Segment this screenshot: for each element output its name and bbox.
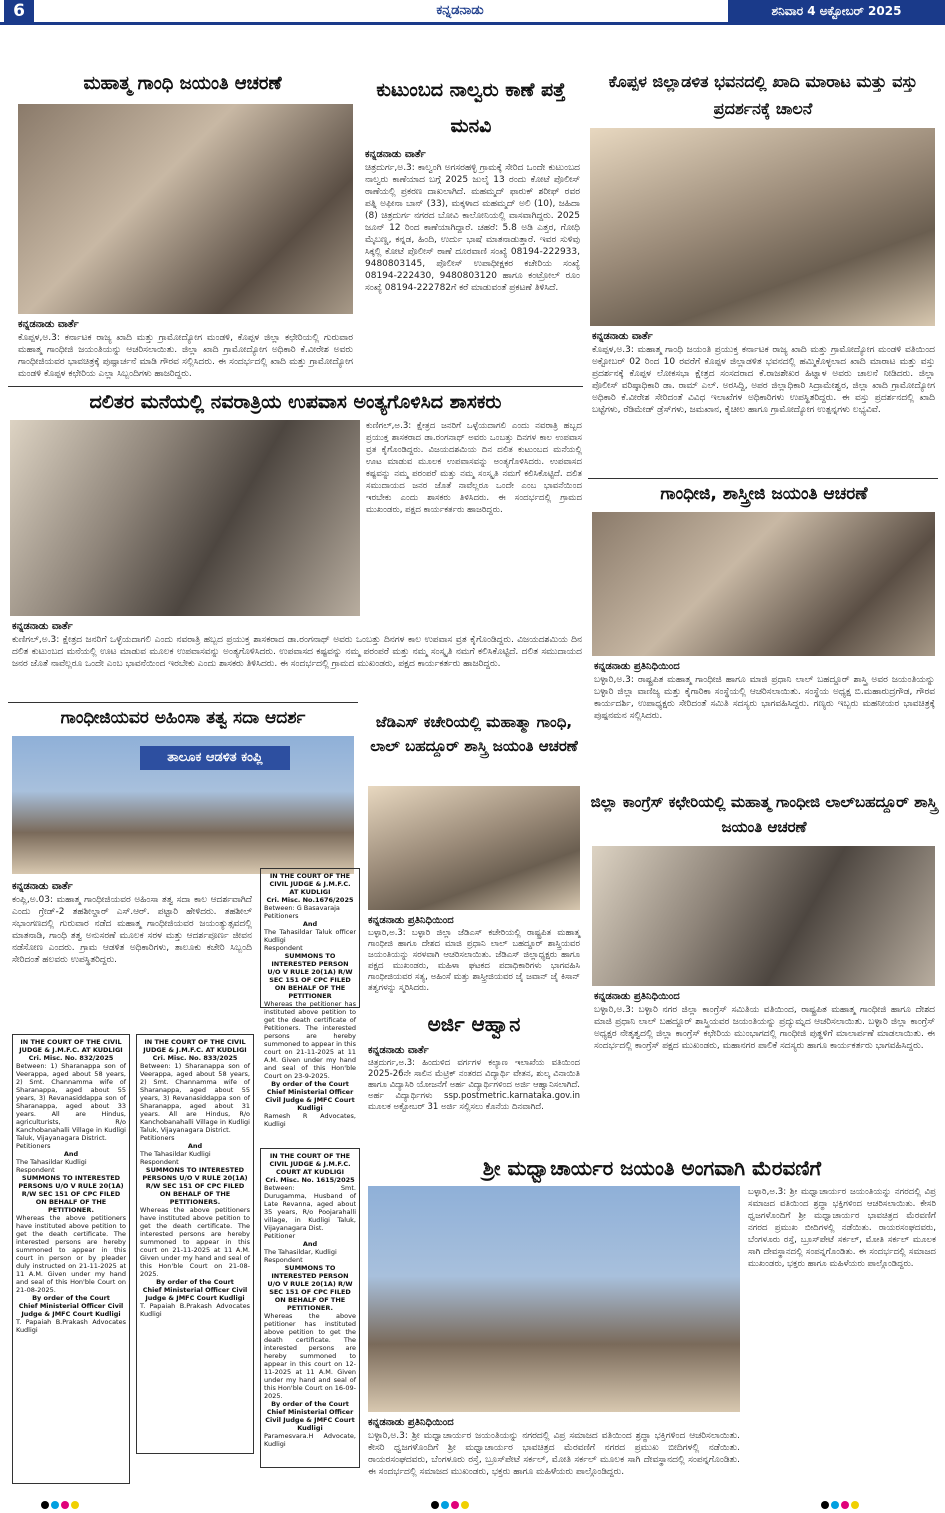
article-9-byline: ಕನ್ನಡನಾಡು ಪ್ರತಿನಿಧಿಯಿಂದ: [594, 991, 680, 1002]
article-4-photo: [10, 420, 360, 616]
legal-2-order: By order of the Court: [156, 1278, 234, 1286]
legal-1-order: By order of the Court: [32, 1294, 110, 1302]
legal-1-party: Petitioners: [16, 1142, 51, 1150]
legal-4-party: Petitioner: [264, 1232, 296, 1240]
article-8-body: ಚಿತ್ರದುರ್ಗ,ಅ.3: ಹಿಂದುಳಿದ ವರ್ಗಗಳ ಕಲ್ಯಾಣ ಇಲಾಖೆಯ ವತಿಯಿಂದ 2025-26ನೇ ಸಾಲಿನ ಮೆಟ್ರಿಕ್ ನಂತರದ ವಿದ್ಯಾರ್ಥಿ ವೇತನ, ಶುಲ್ಕ ವಿನಾಯಿತಿ ಹಾಗೂ ವಿದ್ಯಾಸಿರಿ ಯೋಜನೆಗೆ ಅರ್ಹ ವಿದ್ಯಾರ್ಥಿಗಳಿಂದ ಅರ್ಜಿ ಆಹ್ವಾನಿಸಲಾಗಿದೆ. ಅರ್ಹ ವಿದ್ಯಾರ್ಥಿಗಳು ssp.postmetric.karnataka.gov.in ಮೂಲಕ ಅಕ್ಟೋಬರ್ 31 ಅರ್ಜಿ ಸಲ್ಲಿಸಲು ಕೊನೆಯ ದಿನವಾಗಿದೆ.: [368, 1058, 580, 1112]
article-1-photo: [18, 104, 353, 314]
legal-3-court: IN THE COURT OF THE CIVIL JUDGE & J.M.F.C. AT KUDLIGI: [269, 872, 351, 896]
article-3-title: ಕೊಪ್ಪಳ ಜಿಲ್ಲಾಡಳಿತ ಭವನದಲ್ಲಿ ಖಾದಿ ಮಾರಾಟ ಮತ್ತು ವಸ್ತು ಪ್ರದರ್ಶನಕ್ಕೆ ಚಾಲನೆ: [608, 72, 918, 118]
legal-2-between: Between: 1) Sharanappa son of Veerappa, aged about 58 years, 2) Smt. Channamma wife of Sharanappa, aged about 55 years, 3) Revanasiddappa son of Sharanappa, aged about 31 years. All are Hindus, R/o Kanchobanahalli Village in Kudligi Taluk, Vijayanagara District.: [140, 1062, 250, 1134]
legal-4-officer: Chief Ministerial Officer Civil Judge & JMFC Court Kudligi: [265, 1408, 355, 1432]
legal-1-and: And: [63, 1150, 79, 1158]
legal-3-party: Petitioners: [264, 912, 299, 920]
legal-1-resp-role: Respondent: [16, 1166, 55, 1174]
legal-3-resp-role: Respondent: [264, 944, 303, 952]
legal-2-text: Whereas the above petitioners have instituted above petition to get the death certificate. The interested persons are hereby summoned to appear in this court on 21-11-2025 at 11 A.M. Given under my hand and seal of this Hon'ble Court on 21-08-2025.: [140, 1206, 250, 1278]
legal-2-resp: The Tahasildar Kudligi: [140, 1150, 211, 1158]
legal-2-summons: SUMMONS TO INTERESTED PERSONS U/O V RULE 20(1A) R/W SEC 151 OF CPC FILED ON BEHALF OF THE PETITIONERS.: [142, 1166, 248, 1206]
article-5-body: ಬಳ್ಳಾರಿ,ಅ.3: ರಾಷ್ಟ್ರಪಿತ ಮಹಾತ್ಮ ಗಾಂಧೀಜಿ ಹಾಗೂ ಮಾಜಿ ಪ್ರಧಾನಿ ಲಾಲ್ ಬಹದ್ದೂರ್ ಶಾಸ್ತ್ರಿ ಅವರ ಜಯಂತಿಯನ್ನು ಬಳ್ಳಾರಿ ಜಿಲ್ಲಾ ವಾಣಿಜ್ಯ ಮತ್ತು ಕೈಗಾರಿಕಾ ಸಂಸ್ಥೆಯಲ್ಲಿ ಆಚರಿಸಲಾಯಿತು. ಸಂಸ್ಥೆಯ ಅಧ್ಯಕ್ಷ ಬಿ.ಮಹಾರುದ್ರಗೌಡ, ಗೌರವ ಕಾರ್ಯದರ್ಶಿ, ಉಪಾಧ್ಯಕ್ಷರು ಸೇರಿದಂತೆ ಸಮಿತಿ ಸದಸ್ಯರು ಭಾಗವಹಿಸಿದ್ದರು. ಗಣ್ಯರು ಇಬ್ಬರು ಮಹನೀಯರ ಭಾವಚಿತ್ರಕ್ಕೆ ಪುಷ್ಪನಮನ ಸಲ್ಲಿಸಿದರು.: [594, 675, 935, 721]
legal-2-case: Cri. Misc. No. 833/2025: [152, 1054, 238, 1062]
legal-1-resp: The Tahasildar Kudligi: [16, 1158, 87, 1166]
color-dots-center: [430, 1494, 550, 1504]
article-1-body: ಕೊಪ್ಪಳ,ಅ.3: ಕರ್ನಾಟಕ ರಾಜ್ಯ ಖಾದಿ ಮತ್ತು ಗ್ರಾಮೋದ್ಯೋಗ ಮಂಡಳಿ, ಕೊಪ್ಪಳ ಜಿಲ್ಲಾ ಕಛೇರಿಯಲ್ಲಿ ಗುರುವಾರ ಮಹಾತ್ಮ ಗಾಂಧೀಜಿ ಜಯಂತಿಯನ್ನು ಆಚರಿಸಲಾಯಿತು. ಜಿಲ್ಲಾ ಖಾದಿ ಗ್ರಾಮೋದ್ಯೋಗ ಅಧಿಕಾರಿ ಕೆ.ವೀರೇಶ ಅವರು ಗಾಂಧೀಜಿಯವರ ಭಾವಚಿತ್ರಕ್ಕೆ ಪುಷ್ಪಾರ್ಚನೆ ಮಾಡಿ ಗೌರವ ಸಲ್ಲಿಸಿದರು. ಈ ಸಂದರ್ಭದಲ್ಲಿ ಖಾದಿ ಮತ್ತು ಗ್ರಾಮೋದ್ಯೋಗ ಮಂಡಳಿ ಕೊಪ್ಪಳ ಕಛೇರಿಯ ಎಲ್ಲಾ ಸಿಬ್ಬಂದಿಗಳು ಹಾಜರಿದ್ದರು.: [18, 333, 353, 379]
legal-2-officer: Chief Ministerial Officer Civil Judge & JMFC Court Kudligi: [142, 1286, 248, 1302]
legal-3-summons: SUMMONS TO INTERESTED PERSON U/O V RULE 20(1A) R/W SEC 151 OF CPC FILED ON BEHALF OF THE PETITIONER: [267, 952, 353, 1000]
article-9-title: ಜಿಲ್ಲಾ ಕಾಂಗ್ರೆಸ್ ಕಛೇರಿಯಲ್ಲಿ ಮಹಾತ್ಮ ಗಾಂಧೀಜಿ ಲಾಲ್‌ಬಹದ್ದೂರ್ ಶಾಸ್ತ್ರಿ ಜಯಂತಿ ಆಚರಣೆ: [590, 793, 938, 836]
legal-1-court: IN THE COURT OF THE CIVIL JUDGE & J.M.F.C. AT KUDLIGI: [19, 1038, 123, 1054]
legal-1-between: Between: 1) Sharanappa son of Veerappa, aged about 58 years, 2) Smt. Channamma wife of Sharanappa, aged about 55 years, 3) Revanasiddappa son of Sharanappa, aged about 33 years. All are Hindus, agriculturists, R/o Kanchobanahalli Village in Kudligi Taluk, Vijayanagara District.: [16, 1062, 126, 1142]
legal-2-party: Petitioners: [140, 1134, 175, 1142]
legal-4-advocate: Paramesvara.H Advocate, Kudligi: [264, 1432, 356, 1448]
legal-4-summons: SUMMONS TO INTERESTED PERSON U/O V RULE 20(1A) R/W SEC 151 OF CPC FILED ON BEHALF OF THE PETITIONER.: [267, 1264, 353, 1312]
legal-1-summons: SUMMONS TO INTERESTED PERSONS U/O V RULE 20(1A) R/W SEC 151 OF CPC FILED ON BEHALF OF THE PETITIONER.: [18, 1174, 124, 1214]
print-registration-marks: [0, 1490, 945, 1507]
article-9-body: ಬಳ್ಳಾರಿ,ಅ.3: ಬಳ್ಳಾರಿ ನಗರ ಜಿಲ್ಲಾ ಕಾಂಗ್ರೆಸ್ ಸಮಿತಿಯ ವತಿಯಿಂದ, ರಾಷ್ಟ್ರಪಿತ ಮಹಾತ್ಮ ಗಾಂಧೀಜಿ ಹಾಗೂ ದೇಶದ ಮಾಜಿ ಪ್ರಧಾನಿ ಲಾಲ್ ಬಹದ್ದೂರ್ ಶಾಸ್ತ್ರಿಯವರ ಜಯಂತಿಯನ್ನು ಪ್ರದ್ಯುಮ್ನದ ಆಚರಿಸಲಾಯಿತು. ಬಳ್ಳಾರಿ ಜಿಲ್ಲಾ ಕಾಂಗ್ರೆಸ್ ಅಧ್ಯಕ್ಷರ ನೇತೃತ್ವದಲ್ಲಿ ಜಿಲ್ಲಾ ಕಾಂಗ್ರೆಸ್ ಕಛೇರಿಯ ಮುಂಭಾಗದಲ್ಲಿ ಗಾಂಧೀಜಿ ಪುತ್ಥಳಿಗೆ ಮಾಲಾರ್ಪಣೆ ಮಾಡಲಾಯಿತು. ಈ ಸಂದರ್ಭದಲ್ಲಿ ಕಾಂಗ್ರೆಸ್ ಪಕ್ಷದ ಮುಖಂಡರು, ಮಹಾನಗರ ಪಾಲಿಕೆ ಸದಸ್ಯರು ಹಾಗೂ ಕಾರ್ಯಕರ್ತರು ಭಾಗವಹಿಸಿದ್ದರು.: [594, 1005, 935, 1051]
legal-notice-4: [260, 1148, 360, 1468]
divider: [588, 478, 938, 479]
article-6-byline: ಕನ್ನಡನಾಡು ವಾರ್ತೆ: [12, 881, 73, 892]
article-6-photo-banner: ತಾಲೂಕ ಆಡಳಿತ ಕಂಪ್ಲಿ: [140, 746, 290, 770]
divider: [8, 386, 583, 387]
legal-4-between: Between: Smt. Durugamma, Husband of Late Revanna, aged about 35 years, R/o Poojarahalli village, in Kudligi Taluk, Vijayanagara Dist.: [264, 1184, 356, 1232]
legal-4-order: By order of the Court: [271, 1400, 349, 1408]
article-10-title: ಶ್ರೀ ಮಧ್ವಾಚಾರ್ಯರ ಜಯಂತಿ ಅಂಗವಾಗಿ ಮೆರವಣಿಗೆ: [482, 1156, 822, 1180]
article-2-title: ಕುಟುಂಬದ ನಾಲ್ವರು ಕಾಣೆ ಪತ್ತೆ ಮನವಿ: [376, 79, 566, 137]
article-3-byline: ಕನ್ನಡನಾಡು ವಾರ್ತೆ: [592, 331, 653, 342]
legal-3-resp: The Tahasildar Taluk officer Kudligi: [264, 928, 356, 944]
article-3-photo: [590, 128, 935, 326]
paper-name: ಕನ್ನಡನಾಡು: [436, 3, 484, 18]
legal-3-case: Cri. Misc. No.1676/2025: [266, 896, 354, 904]
divider: [8, 702, 358, 703]
legal-3-text: Whereas the petitioner has instituted above petition to get the death certificate of Petitioners. The interested persons are hereby summoned to appear in this court on 21-11-2025 at 11 A.M. Given under my hand and seal of this Hon'ble Court on 23-9-2025.: [264, 1000, 356, 1080]
article-6-title: ಗಾಂಧೀಜಿಯವರ ಅಹಿಂಸಾ ತತ್ವ ಸದಾ ಆದರ್ಶ: [60, 708, 306, 728]
page-number: 6: [4, 0, 34, 22]
article-10-photo: [368, 1186, 740, 1412]
color-dots-right: [820, 1494, 940, 1504]
legal-1-case: Cri. Misc. No. 832/2025: [28, 1054, 114, 1062]
legal-3-between: Between: G Basavaraja: [264, 904, 340, 912]
legal-notice-2: [136, 1034, 254, 1454]
article-4-title: ದಲಿತರ ಮನೆಯಲ್ಲಿ ನವರಾತ್ರಿಯ ಉಪವಾಸ ಅಂತ್ಯಗೊಳಿಸಿದ ಶಾಸಕರು: [89, 391, 502, 413]
legal-1-officer: Chief Ministerial Officer Civil Judge & JMFC Court Kudligi: [18, 1302, 124, 1318]
article-4-byline: ಕನ್ನಡನಾಡು ವಾರ್ತೆ: [12, 621, 73, 632]
legal-3-order: By order of the Court: [271, 1080, 349, 1088]
color-dots-left: [40, 1494, 160, 1504]
legal-notice-3: [260, 868, 360, 1128]
article-7-byline: ಕನ್ನಡನಾಡು ಪ್ರತಿನಿಧಿಯಿಂದ: [368, 915, 454, 926]
legal-4-and: And: [302, 1240, 318, 1248]
article-9-photo: [592, 846, 935, 986]
legal-4-court: IN THE COURT OF THE CIVIL JUDGE & J.M.F.C. COURT AT KUDLIGI: [269, 1152, 351, 1176]
legal-2-resp-role: Respondent: [140, 1158, 179, 1166]
legal-4-case: Cri. Misc. No. 1615/2025: [265, 1176, 355, 1184]
legal-1-text: Whereas the above petitioners have instituted above petition to get the death certificate. The interested persons are hereby summoned to appear in this court in person or by pleader duly instructed on 21-11-2025 at 11 A.M. Given under my hand and seal of this Hon'ble Court on 21-08-2025.: [16, 1214, 126, 1294]
article-1-byline: ಕನ್ನಡನಾಡು ವಾರ್ತೆ: [18, 319, 79, 330]
article-2-body: ಚಿತ್ರದುರ್ಗ,ಅ.3: ಕಾಲ್ವಂಗಿ ಅಗಸರಹಳ್ಳಿ ಗ್ರಾಮಕ್ಕೆ ಸೇರಿದ ಒಂದೇ ಕುಟುಂಬದ ನಾಲ್ವರು ಕಾಣೆಯಾದ ಬಗ್ಗೆ 2025 ಜುಲೈ 13 ರಂದು ಕೋಟೆ ಪೊಲೀಸ್ ಠಾಣೆಯಲ್ಲಿ ಪ್ರಕರಣ ದಾಖಲಾಗಿದೆ. ಮಹಮ್ಮದ್ ಫಾರುಕ್ ಶರೀಫ್ ರವರ ಪತ್ನಿ ಅಫೀನಾ ಬಾನ್ (33), ಮಕ್ಕಳಾದ ಮಹಮ್ಮದ್ ಅಲಿ (10), ಜಹಿದಾ (8) ಚಿತ್ರದುರ್ಗ ನಗರದ ಬೋವಿ ಕಾಲೋನಿಯಲ್ಲಿ ವಾಸವಾಗಿದ್ದರು. 2025 ಜೂನ್ 12 ರಿಂದ ಕಾಣೆಯಾಗಿದ್ದಾರೆ. ಚಹರೆ: 5.8 ಅಡಿ ಎತ್ತರ, ಗೋಧಿ ಮೈಬಣ್ಣ, ಕನ್ನಡ, ಹಿಂದಿ, ಉರ್ದು ಭಾಷೆ ಮಾತನಾಡುತ್ತಾರೆ. ಇವರ ಸುಳಿವು ಸಿಕ್ಕಲ್ಲಿ ಕೋಟೆ ಪೊಲೀಸ್ ಠಾಣೆ ದೂರವಾಣಿ ಸಂಖ್ಯೆ 08194-222933, 9480803145, ಪೊಲೀಸ್ ಉಪಾಧೀಕ್ಷಕರ ಕಚೇರಿಯ ಸಂಖ್ಯೆ 08194-222430, 9480803120 ಹಾಗೂ ಕಂಟ್ರೋಲ್ ರೂಂ ಸಂಖ್ಯೆ 08194-222782ಗೆ ಕರೆ ಮಾಡುವಂತೆ ಪ್ರಕಟಣೆ ತಿಳಿಸಿದೆ.: [365, 163, 580, 293]
article-6-body: ಕಂಪ್ಲಿ,ಅ.03: ಮಹಾತ್ಮ ಗಾಂಧೀಜಿಯವರ ಅಹಿಂಸಾ ತತ್ವ ಸದಾ ಕಾಲ ಆದರ್ಶವಾಗಿದೆ ಎಂದು ಗ್ರೇಡ್-2 ತಹಶೀಲ್ದಾರ್ ಎಸ್.ಆರ್. ಪಟ್ಟಾರಿ ಹೇಳಿದರು. ತಹಶೀಲ್ ಸಭಾಂಗಣದಲ್ಲಿ ಗುರುವಾರ ನಡೆದ ಮಹಾತ್ಮ ಗಾಂಧೀಜಿಯವರ ಜಯಂತ್ಯುತ್ಸವದಲ್ಲಿ ಮಾತನಾಡಿ, ಗಾಂಧಿ ತತ್ವ ಅನುಸರಣೆ ಮೂಲಕ ಸರಳ ಮತ್ತು ಆದರ್ಶಪೂರ್ಣ ಜೀವನ ನಡೆಸೋಣ ಎಂದರು. ಗ್ರಾಮ ಆಡಳಿತ ಅಧಿಕಾರಿಗಳು, ತಾಲೂಕು ಕಚೇರಿ ಸಿಬ್ಬಂದಿ ಸೇರಿದಂತೆ ಹಲವರು ಉಪಸ್ಥಿತರಿದ್ದರು.: [12, 895, 252, 965]
article-5-title: ಗಾಂಧೀಜಿ, ಶಾಸ್ತ್ರೀಜಿ ಜಯಂತಿ ಆಚರಣೆ: [660, 484, 868, 504]
article-8-title: ಅರ್ಜಿ ಆಹ್ವಾನ: [427, 1012, 521, 1036]
article-10-body: ಬಳ್ಳಾರಿ,ಅ.3: ಶ್ರೀ ಮಧ್ವಾಚಾರ್ಯರ ಜಯಂತಿಯನ್ನು ನಗರದಲ್ಲಿ ವಿಪ್ರ ಸಮಾಜದ ವತಿಯಿಂದ ಶ್ರದ್ಧಾ ಭಕ್ತಿಗಳಿಂದ ಆಚರಿಸಲಾಯಿತು. ಕೇಸರಿ ಧ್ವಜಗಳೊಂದಿಗೆ ಶ್ರೀ ಮಧ್ವಾಚಾರ್ಯರ ಭಾವಚಿತ್ರದ ಮೆರವಣಿಗೆ ನಗರದ ಪ್ರಮುಖ ಬೀದಿಗಳಲ್ಲಿ ನಡೆಯಿತು. ರಾಯರಸಂಘದವರು, ಬೆಂಗಳೂರು ರಸ್ತೆ, ಬ್ರೂಸ್‌ಪೇಟೆ ಸರ್ಕಲ್, ಮೋತಿ ಸರ್ಕಲ್ ಮೂಲಕ ಸಾಗಿ ದೇವಸ್ಥಾನದಲ್ಲಿ ಸಂಪನ್ನಗೊಂಡಿತು. ಈ ಸಂದರ್ಭದಲ್ಲಿ ಸಮಾಜದ ಮುಖಂಡರು, ಭಕ್ತರು ಹಾಗೂ ಮಹಿಳೆಯರು ಪಾಲ್ಗೊಂಡಿದ್ದರು.: [368, 1431, 740, 1477]
legal-3-advocate: Ramesh R Advocates, Kudligi: [264, 1112, 356, 1128]
article-8-byline: ಕನ್ನಡನಾಡು ವಾರ್ತೆ: [368, 1045, 429, 1056]
article-4-body-column: ಕುಣಿಗಲ್,ಅ.3: ಕ್ಷೇತ್ರದ ಜನರಿಗೆ ಒಳ್ಳೆಯದಾಗಲಿ ಎಂದು ನವರಾತ್ರಿ ಹಬ್ಬದ ಪ್ರಯುಕ್ತ ಶಾಸಕರಾದ ಡಾ.ರಂಗನಾಥ್ ಅವರು ಒಂಬತ್ತು ದಿನಗಳ ಕಾಲ ಉಪವಾಸ ವ್ರತ ಕೈಗೊಂಡಿದ್ದರು. ವಿಜಯದಶಮಿಯ ದಿನ ದಲಿತ ಕುಟುಂಬದ ಮನೆಯಲ್ಲಿ ಊಟ ಮಾಡುವ ಮೂಲಕ ಉಪವಾಸವನ್ನು ಅಂತ್ಯಗೊಳಿಸಿದರು. ಉಪವಾಸದ ಕಷ್ಟವನ್ನು ನಮ್ಮ ಪರಂಪರೆ ಮತ್ತು ನಮ್ಮ ಸಂಸ್ಕೃತಿ ನಮಗೆ ಕಲಿಸಿಕೊಟ್ಟಿದೆ. ದಲಿತ ಸಮುದಾಯದ ಜನರ ಜೊತೆ ನಾವೆಲ್ಲರೂ ಒಂದೇ ಎಂಬ ಭಾವನೆಯಿಂದ ಇರಬೇಕು ಎಂದು ಶಾಸಕರು ತಿಳಿಸಿದರು. ಈ ಸಂದರ್ಭದಲ್ಲಿ ಗ್ರಾಮದ ಮುಖಂಡರು, ಪಕ್ಷದ ಕಾರ್ಯಕರ್ತರು ಹಾಜರಿದ್ದರು.: [366, 421, 582, 515]
article-10-byline: ಕನ್ನಡನಾಡು ಪ್ರತಿನಿಧಿಯಿಂದ: [368, 1417, 454, 1428]
article-3-body: ಕೊಪ್ಪಳ,ಅ.3: ಮಹಾತ್ಮ ಗಾಂಧಿ ಜಯಂತಿ ಪ್ರಯುಕ್ತ ಕರ್ನಾಟಕ ರಾಜ್ಯ ಖಾದಿ ಮತ್ತು ಗ್ರಾಮೋದ್ಯೋಗ ಮಂಡಳಿ ವತಿಯಿಂದ ಅಕ್ಟೋಬರ್ 02 ರಿಂದ 10 ರವರೆಗೆ ಕೊಪ್ಪಳ ಜಿಲ್ಲಾಡಳಿತ ಭವನದಲ್ಲಿ ಹಮ್ಮಿಕೊಳ್ಳಲಾದ ಖಾದಿ ಮಾರಾಟ ಮತ್ತು ವಸ್ತು ಪ್ರದರ್ಶನಕ್ಕೆ ಕೊಪ್ಪಳ ಲೋಕಸಭಾ ಕ್ಷೇತ್ರದ ಸಂಸದರಾದ ಕೆ.ರಾಜಶೇಖರ ಹಿಟ್ನಾಳ ಅವರು ಚಾಲನೆ ನೀಡಿದರು. ಜಿಲ್ಲಾ ಪೊಲೀಸ್ ವರಿಷ್ಠಾಧಿಕಾರಿ ಡಾ. ರಾಮ್ ಎಲ್. ಅರಸಿದ್ದಿ, ಅಪರ ಜಿಲ್ಲಾಧಿಕಾರಿ ಸಿದ್ರಾಮೇಶ್ವರ, ಜಿಲ್ಲಾ ಖಾದಿ ಗ್ರಾಮೋದ್ಯೋಗ ಅಧಿಕಾರಿ ಕೆ.ವೀರೇಶ ಸೇರಿದಂತೆ ವಿವಿಧ ಇಲಾಖೆಗಳ ಅಧಿಕಾರಿಗಳು ಉಪಸ್ಥಿತರಿದ್ದರು. ಈ ವಸ್ತು ಪ್ರದರ್ಶನದಲ್ಲಿ ಖಾದಿ ಬಟ್ಟೆಗಳು, ರೆಡಿಮೇಡ್ ಡ್ರೆಸ್‌ಗಳು, ಜಮಖಾನ, ಕೈಚೀಲ ಹಾಗೂ ಗ್ರಾಮೋದ್ಯೋಗ ಉತ್ಪನ್ನಗಳು ಲಭ್ಯವಿವೆ.: [592, 345, 935, 415]
legal-4-text: Whereas the above petitioner has instituted above petition to get the death certificate. The interested persons are hereby summoned to appear in this court on 12-11-2025 at 11 A.M. Given under my hand and seal of this Hon'ble Court on 16-09-2025.: [264, 1312, 357, 1400]
article-1-title: ಮಹಾತ್ಮ ಗಾಂಧಿ ಜಯಂತಿ ಆಚರಣೆ: [83, 73, 282, 94]
article-4-body: ಕುಣಿಗಲ್,ಅ.3: ಕ್ಷೇತ್ರದ ಜನರಿಗೆ ಒಳ್ಳೆಯದಾಗಲಿ ಎಂದು ನವರಾತ್ರಿ ಹಬ್ಬದ ಪ್ರಯುಕ್ತ ಶಾಸಕರಾದ ಡಾ.ರಂಗನಾಥ್ ಅವರು ಒಂಬತ್ತು ದಿನಗಳ ಕಾಲ ಉಪವಾಸ ವ್ರತ ಕೈಗೊಂಡಿದ್ದರು. ವಿಜಯದಶಮಿಯ ದಿನ ದಲಿತ ಕುಟುಂಬದ ಮನೆಯಲ್ಲಿ ಊಟ ಮಾಡುವ ಮೂಲಕ ಉಪವಾಸವನ್ನು ಅಂತ್ಯಗೊಳಿಸಿದರು. ಉಪವಾಸದ ಕಷ್ಟವನ್ನು ನಮ್ಮ ಪರಂಪರೆ ಮತ್ತು ನಮ್ಮ ಸಂಸ್ಕೃತಿ ನಮಗೆ ಕಲಿಸಿಕೊಟ್ಟಿದೆ. ದಲಿತ ಸಮುದಾಯದ ಜನರ ಜೊತೆ ನಾವೆಲ್ಲರೂ ಒಂದೇ ಎಂಬ ಭಾವನೆಯಿಂದ ಇರಬೇಕು ಎಂದು ಶಾಸಕರು ತಿಳಿಸಿದರು. ಈ ಸಂದರ್ಭದಲ್ಲಿ ಗ್ರಾಮದ ಮುಖಂಡರು, ಪಕ್ಷದ ಕಾರ್ಯಕರ್ತರು ಹಾಜರಿದ್ದರು.: [12, 635, 582, 669]
article-5-byline: ಕನ್ನಡನಾಡು ಪ್ರತಿನಿಧಿಯಿಂದ: [594, 661, 680, 672]
legal-3-officer: Chief Ministerial Officer Civil Judge & JMFC Court Kudligi: [265, 1088, 355, 1112]
legal-notice-1: [12, 1034, 130, 1484]
article-7-photo: [368, 786, 580, 910]
article-7-title: ಜೆಡಿಎಸ್ ಕಚೇರಿಯಲ್ಲಿ ಮಹಾತ್ಮಾ ಗಾಂಧಿ, ಲಾಲ್ ಬಹದ್ದೂರ್ ಶಾಸ್ತ್ರಿ ಜಯಂತಿ ಆಚರಣೆ: [370, 713, 578, 755]
legal-1-advocate: T. Papaiah B.Prakash Advocates Kudligi: [16, 1318, 126, 1334]
legal-2-advocate: T. Papaiah B.Prakash Advocates Kudligi: [140, 1302, 250, 1318]
legal-2-court: IN THE COURT OF THE CIVIL JUDGE & J.M.F.C. AT KUDLIGI: [143, 1038, 247, 1054]
article-10-body-column: ಬಳ್ಳಾರಿ,ಅ.3: ಶ್ರೀ ಮಧ್ವಾಚಾರ್ಯರ ಜಯಂತಿಯನ್ನು ನಗರದಲ್ಲಿ ವಿಪ್ರ ಸಮಾಜದ ವತಿಯಿಂದ ಶ್ರದ್ಧಾ ಭಕ್ತಿಗಳಿಂದ ಆಚರಿಸಲಾಯಿತು. ಕೇಸರಿ ಧ್ವಜಗಳೊಂದಿಗೆ ಶ್ರೀ ಮಧ್ವಾಚಾರ್ಯರ ಭಾವಚಿತ್ರದ ಮೆರವಣಿಗೆ ನಗರದ ಪ್ರಮುಖ ಬೀದಿಗಳಲ್ಲಿ ನಡೆಯಿತು. ರಾಯರಸಂಘದವರು, ಬೆಂಗಳೂರು ರಸ್ತೆ, ಬ್ರೂಸ್‌ಪೇಟೆ ಸರ್ಕಲ್, ಮೋತಿ ಸರ್ಕಲ್ ಮೂಲಕ ಸಾಗಿ ದೇವಸ್ಥಾನದಲ್ಲಿ ಸಂಪನ್ನಗೊಂಡಿತು. ಈ ಸಂದರ್ಭದಲ್ಲಿ ಸಮಾಜದ ಮುಖಂಡರು, ಭಕ್ತರು ಹಾಗೂ ಮಹಿಳೆಯರು ಪಾಲ್ಗೊಂಡಿದ್ದರು.: [748, 1187, 936, 1269]
legal-4-resp: The Tahasildar, Kudligi: [264, 1248, 337, 1256]
legal-3-and: And: [302, 920, 318, 928]
legal-4-resp-role: Respondent: [264, 1256, 303, 1264]
masthead-rule: [0, 22, 945, 25]
legal-2-and: And: [187, 1142, 203, 1150]
issue-date: ಶನಿವಾರ 4 ಅಕ್ಟೋಬರ್ 2025: [728, 0, 945, 22]
article-7-body: ಬಳ್ಳಾರಿ,ಅ.3: ಬಳ್ಳಾರಿ ಜಿಲ್ಲಾ ಜೆಡಿಎಸ್ ಕಚೇರಿಯಲ್ಲಿ ರಾಷ್ಟ್ರಪಿತ ಮಹಾತ್ಮ ಗಾಂಧೀಜಿ ಹಾಗೂ ದೇಶದ ಮಾಜಿ ಪ್ರಧಾನಿ ಲಾಲ್ ಬಹದ್ದೂರ್ ಶಾಸ್ತ್ರಿಯವರ ಜಯಂತಿಯನ್ನು ಸರಳವಾಗಿ ಆಚರಿಸಲಾಯಿತು. ಜೆಡಿಎಸ್ ಜಿಲ್ಲಾಧ್ಯಕ್ಷರು ಹಾಗೂ ಪಕ್ಷದ ಮುಖಂಡರು, ಮಹಿಳಾ ಘಟಕದ ಪದಾಧಿಕಾರಿಗಳು ಭಾಗವಹಿಸಿ ಗಾಂಧೀಜಿಯವರ ಸತ್ಯ, ಅಹಿಂಸೆ ಮತ್ತು ಶಾಸ್ತ್ರೀಜಿಯವರ ಜೈ ಜವಾನ್ ಜೈ ಕಿಸಾನ್ ತತ್ವಗಳನ್ನು ಸ್ಮರಿಸಿದರು.: [368, 928, 580, 993]
article-2-byline: ಕನ್ನಡನಾಡು ವಾರ್ತೆ: [365, 149, 426, 160]
article-5-photo: [592, 512, 935, 656]
